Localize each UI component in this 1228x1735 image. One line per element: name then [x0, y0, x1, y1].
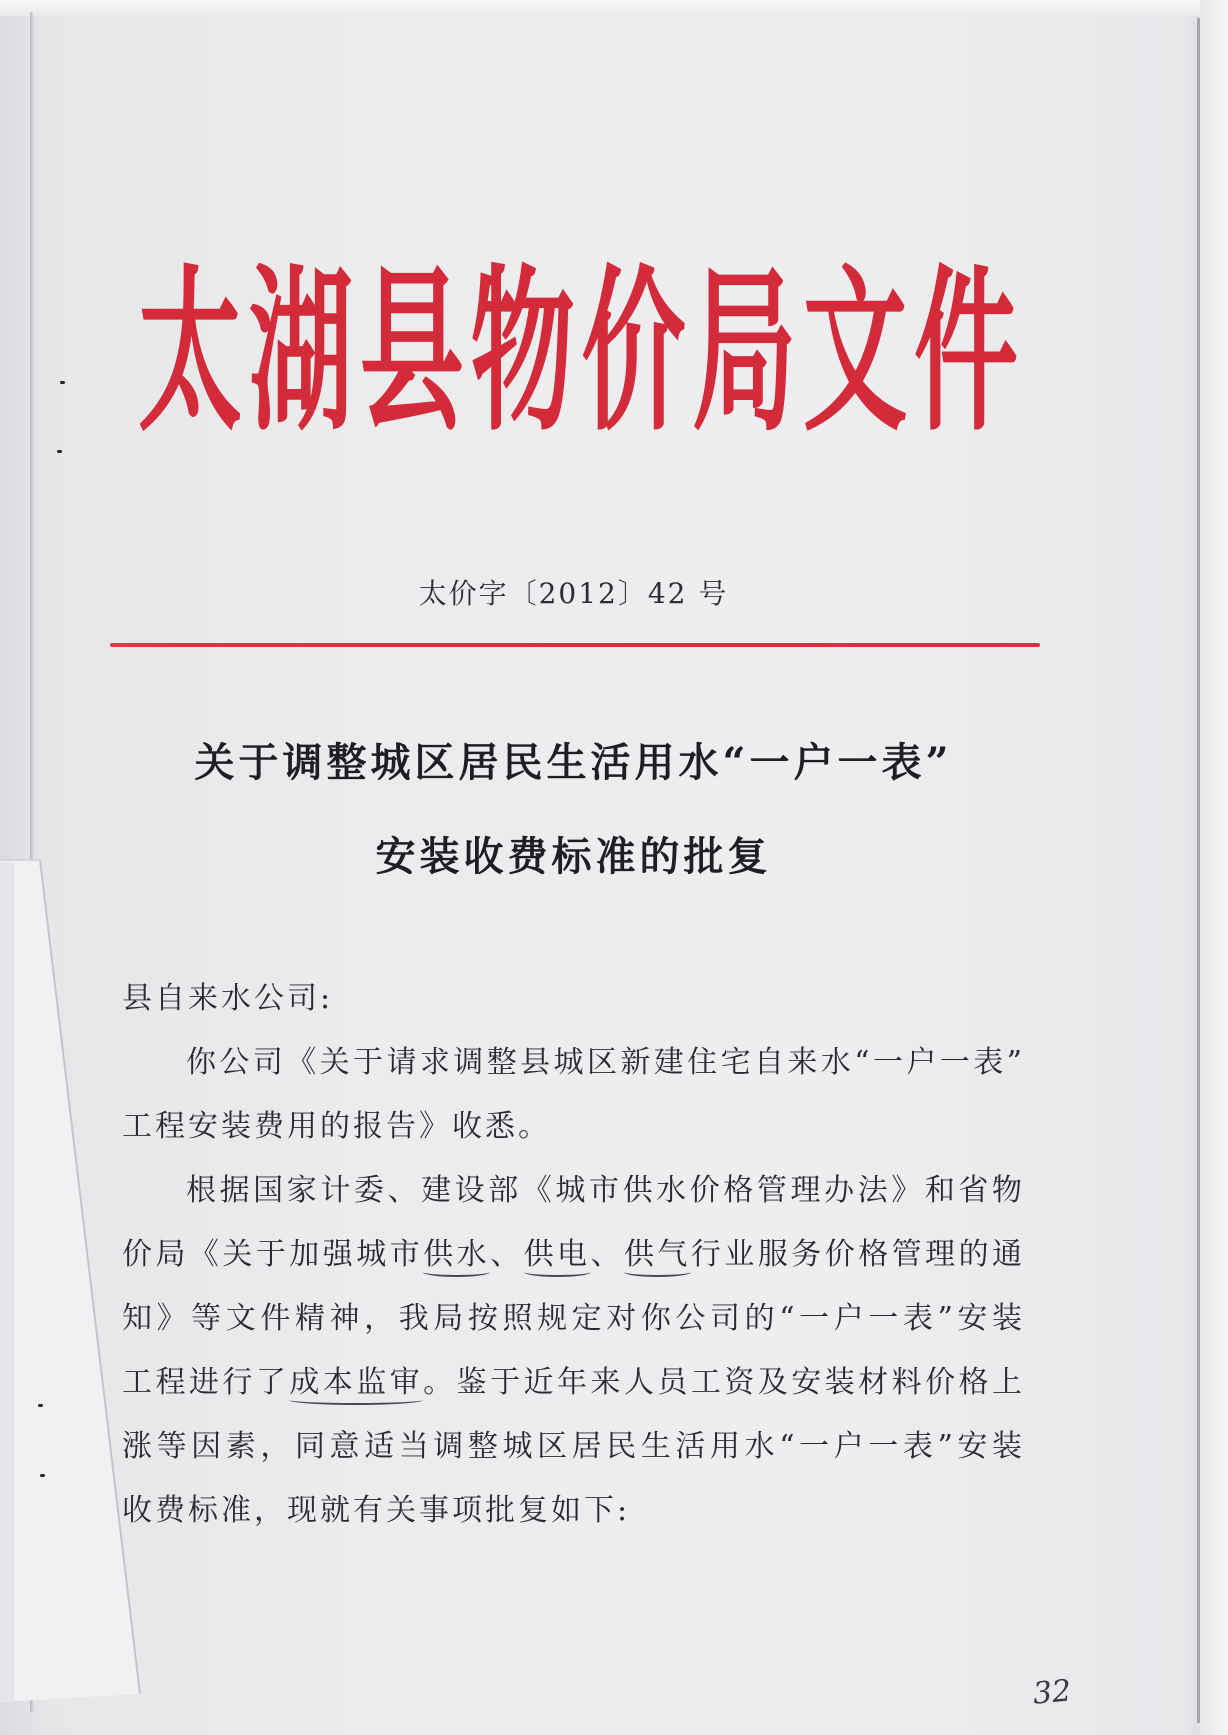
body-line: 根据国家计委、建设部《城市供水价格管理办法》和省物 [186, 1173, 1025, 1208]
text-segment: 、 [590, 1237, 624, 1272]
document-body [122, 967, 1025, 1543]
body-line: 涨等因素，同意适当调整城区居民生活用水“一户一表”安装 [122, 1429, 1025, 1464]
red-divider-line [110, 643, 1040, 647]
body-line: 你公司《关于请求调整县城区新建住宅自来水“一户一表” [186, 1045, 1025, 1080]
body-line: 工程安装费用的报告》收悉。 [122, 1109, 551, 1144]
document-title-line-2: 安装收费标准的批复 [375, 833, 772, 880]
binding-hole-mark [38, 1404, 43, 1407]
addressee: 县自来水公司: [122, 981, 334, 1016]
binding-hole-mark [40, 1474, 45, 1477]
binding-hole-mark [57, 450, 62, 453]
handwritten-page-number: 32 [1031, 1673, 1073, 1712]
document-title-line-1: 关于调整城区居民生活用水“一户一表” [194, 739, 953, 786]
body-line [122, 1223, 1025, 1287]
body-line [122, 1351, 1025, 1415]
body-line: 知》等文件精神，我局按照规定对你公司的“一户一表”安装 [122, 1301, 1025, 1336]
text-segment: 工程进行了 [122, 1365, 290, 1400]
text-segment: 。鉴于近年来人员工资及安装材料价格上 [423, 1365, 1025, 1400]
paper-top-edge [0, 0, 1228, 16]
handwritten-underlined-text: 供电 [524, 1237, 591, 1277]
handwritten-underlined-text: 供水 [423, 1237, 490, 1277]
text-segment: 、 [490, 1237, 524, 1272]
handwritten-underlined-text: 成本监审 [289, 1365, 423, 1405]
document-number: 太价字〔2012〕42 号 [418, 577, 729, 610]
text-segment: 价局《关于加强城市 [122, 1237, 424, 1272]
body-line: 收费标准，现就有关事项批复如下: [122, 1493, 631, 1528]
text-segment: 行业服务价格管理的通 [690, 1237, 1025, 1272]
issuing-authority-header: 太湖县物价局文件 [138, 246, 1018, 456]
binding-hole-mark [60, 381, 65, 384]
handwritten-underlined-text: 供气 [624, 1237, 691, 1277]
background-margin [1200, 0, 1228, 1735]
